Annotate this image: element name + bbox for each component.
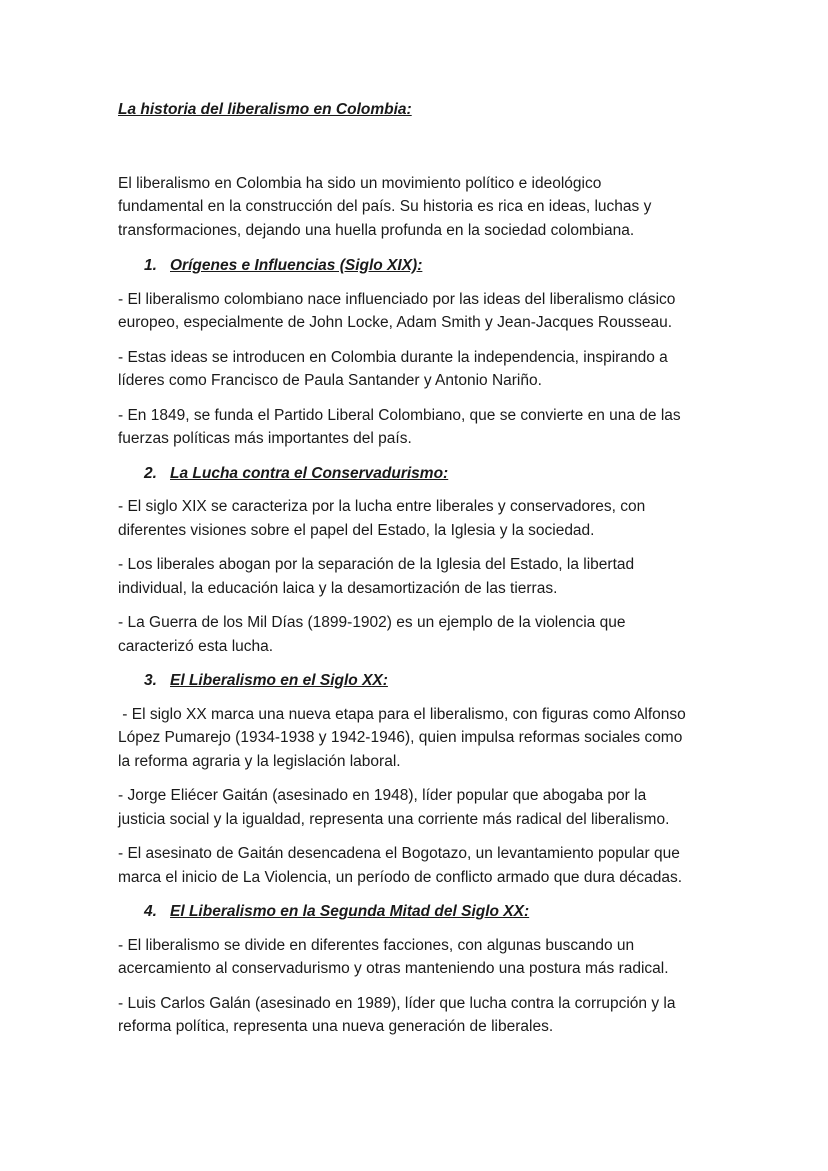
text-line: - El liberalismo se divide en diferentes facciones, con algunas buscando un	[118, 936, 635, 954]
section-number: 2.	[144, 464, 157, 482]
text-line: - El asesinato de Gaitán desencadena el Bogotazo, un levantamiento popular que	[118, 845, 680, 862]
text-line: marca el inicio de La Violencia, un período de conflicto armado que dura décadas.	[118, 868, 683, 886]
text-line: acercamiento al conservadurismo y otras manteniendo una postura más radical.	[118, 960, 669, 977]
text-line: la reforma agraria y la legislación laboral.	[118, 752, 401, 770]
paragraph	[118, 784, 718, 831]
paragraph	[118, 934, 718, 981]
text-line: López Pumarejo (1934-1938 y 1942-1946), quien impulsa reformas sociales como	[118, 729, 683, 746]
document-title: La historia del liberalismo en Colombia:	[118, 101, 412, 118]
paragraph	[118, 553, 718, 600]
text-line: - El siglo XX marca una nueva etapa para el liberalismo, con figuras como Alfonso	[118, 705, 686, 723]
section-heading-3	[144, 669, 718, 693]
paragraph	[118, 842, 718, 889]
text-line: individual, la educación laica y la desamortización de las tierras.	[118, 579, 558, 597]
text-line: - La Guerra de los Mil Días (1899-1902) es un ejemplo de la violencia que	[118, 614, 626, 631]
text-line: - Estas ideas se introducen en Colombia durante la independencia, inspirando a	[118, 348, 668, 366]
section-number: 1.	[144, 257, 157, 274]
section-title: El Liberalismo en la Segunda Mitad del Siglo XX:	[170, 903, 530, 920]
text-line: - En 1849, se funda el Partido Liberal Colombiano, que se convierte en una de las	[118, 406, 681, 424]
section-title: El Liberalismo en el Siglo XX:	[170, 672, 388, 689]
intro-paragraph	[118, 172, 718, 243]
section-heading-4	[144, 900, 718, 924]
paragraph	[118, 404, 718, 451]
section-heading-2	[144, 462, 718, 486]
paragraph	[118, 346, 718, 393]
section-heading-1	[144, 254, 718, 278]
text-line: fuerzas políticas más importantes del país.	[118, 430, 412, 447]
text-line: - Jorge Eliécer Gaitán (asesinado en 1948), líder popular que abogaba por la	[118, 787, 647, 804]
text-line: reforma política, representa una nueva generación de liberales.	[118, 1018, 554, 1035]
paragraph	[118, 703, 718, 774]
text-line: fundamental en la construcción del país. Su historia es rica en ideas, luchas y	[118, 198, 652, 215]
section-number: 4.	[144, 903, 157, 920]
section-number: 3.	[144, 672, 157, 689]
text-line: justicia social y la igualdad, representa una corriente más radical del liberalismo.	[118, 810, 670, 828]
text-line: - El siglo XIX se caracteriza por la lucha entre liberales y conservadores, con	[118, 498, 646, 515]
text-line: europeo, especialmente de John Locke, Adam Smith y Jean-Jacques Rousseau.	[118, 314, 673, 331]
section-title: Orígenes e Influencias (Siglo XIX):	[170, 257, 423, 274]
document-page	[118, 98, 718, 1050]
text-line: - Los liberales abogan por la separación de la Iglesia del Estado, la libertad	[118, 556, 635, 573]
text-line: El liberalismo en Colombia ha sido un movimiento político e ideológico	[118, 174, 602, 192]
text-line: caracterizó esta lucha.	[118, 637, 274, 655]
paragraph	[118, 992, 718, 1039]
paragraph	[118, 495, 718, 542]
paragraph	[118, 288, 718, 335]
text-line: - Luis Carlos Galán (asesinado en 1989), líder que lucha contra la corrupción y la	[118, 994, 676, 1012]
text-line: transformaciones, dejando una huella profunda en la sociedad colombiana.	[118, 221, 635, 239]
text-line: líderes como Francisco de Paula Santander y Antonio Nariño.	[118, 372, 542, 389]
text-line: diferentes visiones sobre el papel del Estado, la Iglesia y la sociedad.	[118, 521, 595, 539]
paragraph	[118, 611, 718, 658]
text-line: - El liberalismo colombiano nace influenciado por las ideas del liberalismo clásico	[118, 290, 676, 308]
section-title: La Lucha contra el Conservadurismo:	[170, 464, 449, 482]
